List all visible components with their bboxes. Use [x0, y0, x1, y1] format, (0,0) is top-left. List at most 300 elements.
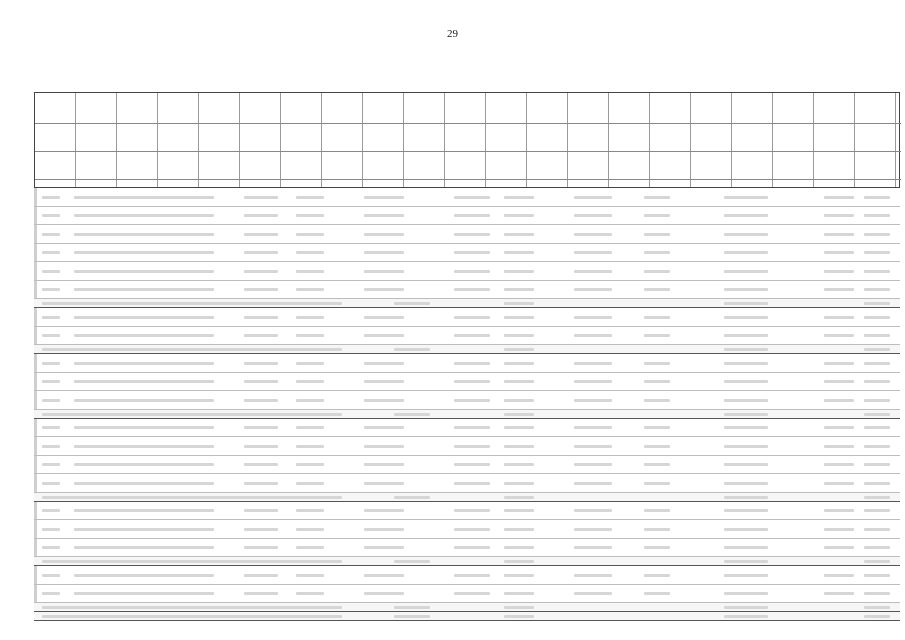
table-row: [34, 391, 900, 410]
unreadable-text-placeholder: [644, 445, 670, 448]
table-row: [34, 437, 900, 456]
table-row: [34, 207, 900, 226]
unreadable-text-placeholder: [74, 426, 214, 429]
unreadable-text-placeholder: [244, 334, 278, 337]
unreadable-text-placeholder: [644, 270, 670, 273]
unreadable-text-placeholder: [42, 348, 342, 351]
unreadable-text-placeholder: [724, 288, 768, 291]
unreadable-text-placeholder: [504, 592, 534, 595]
table-summary-row: [34, 612, 900, 621]
unreadable-text-placeholder: [42, 233, 60, 236]
unreadable-text-placeholder: [504, 445, 534, 448]
unreadable-text-placeholder: [724, 214, 768, 217]
unreadable-text-placeholder: [244, 362, 278, 365]
unreadable-text-placeholder: [504, 413, 534, 416]
unreadable-text-placeholder: [724, 592, 768, 595]
unreadable-text-placeholder: [244, 592, 278, 595]
unreadable-text-placeholder: [644, 288, 670, 291]
unreadable-text-placeholder: [864, 316, 890, 319]
unreadable-text-placeholder: [364, 251, 404, 254]
unreadable-text-placeholder: [454, 426, 490, 429]
unreadable-text-placeholder: [296, 380, 324, 383]
unreadable-text-placeholder: [724, 251, 768, 254]
unreadable-text-placeholder: [864, 270, 890, 273]
unreadable-text-placeholder: [574, 509, 612, 512]
unreadable-text-placeholder: [74, 362, 214, 365]
unreadable-text-placeholder: [724, 334, 768, 337]
table-row: [34, 585, 900, 604]
table-row: [34, 327, 900, 346]
unreadable-text-placeholder: [364, 445, 404, 448]
table-summary-row: [34, 345, 900, 354]
unreadable-text-placeholder: [574, 214, 612, 217]
unreadable-text-placeholder: [454, 196, 490, 199]
unreadable-text-placeholder: [42, 546, 60, 549]
unreadable-text-placeholder: [504, 348, 534, 351]
unreadable-text-placeholder: [504, 288, 534, 291]
unreadable-text-placeholder: [42, 302, 342, 305]
unreadable-text-placeholder: [42, 463, 60, 466]
unreadable-text-placeholder: [74, 380, 214, 383]
table-row: [34, 308, 900, 327]
unreadable-text-placeholder: [244, 316, 278, 319]
unreadable-text-placeholder: [504, 606, 534, 609]
unreadable-text-placeholder: [74, 509, 214, 512]
unreadable-text-placeholder: [864, 463, 890, 466]
unreadable-text-placeholder: [244, 214, 278, 217]
unreadable-text-placeholder: [724, 445, 768, 448]
unreadable-text-placeholder: [724, 413, 768, 416]
unreadable-text-placeholder: [74, 546, 214, 549]
unreadable-text-placeholder: [574, 270, 612, 273]
unreadable-text-placeholder: [864, 496, 890, 499]
unreadable-text-placeholder: [454, 592, 490, 595]
unreadable-text-placeholder: [864, 592, 890, 595]
unreadable-text-placeholder: [364, 334, 404, 337]
unreadable-text-placeholder: [864, 196, 890, 199]
unreadable-text-placeholder: [364, 463, 404, 466]
unreadable-text-placeholder: [824, 592, 854, 595]
unreadable-text-placeholder: [454, 362, 490, 365]
unreadable-text-placeholder: [454, 482, 490, 485]
unreadable-text-placeholder: [244, 574, 278, 577]
unreadable-text-placeholder: [74, 463, 214, 466]
table-row: [34, 566, 900, 585]
unreadable-text-placeholder: [574, 362, 612, 365]
unreadable-text-placeholder: [824, 574, 854, 577]
unreadable-text-placeholder: [574, 528, 612, 531]
unreadable-text-placeholder: [824, 233, 854, 236]
unreadable-text-placeholder: [364, 288, 404, 291]
unreadable-text-placeholder: [724, 574, 768, 577]
unreadable-text-placeholder: [394, 496, 430, 499]
unreadable-text-placeholder: [364, 509, 404, 512]
table-row: [34, 539, 900, 558]
header-divider: [35, 151, 901, 152]
unreadable-text-placeholder: [42, 445, 60, 448]
unreadable-text-placeholder: [394, 615, 430, 618]
unreadable-text-placeholder: [724, 380, 768, 383]
unreadable-text-placeholder: [574, 380, 612, 383]
unreadable-text-placeholder: [244, 482, 278, 485]
unreadable-text-placeholder: [864, 288, 890, 291]
unreadable-text-placeholder: [644, 316, 670, 319]
header-divider: [35, 123, 901, 124]
unreadable-text-placeholder: [644, 574, 670, 577]
unreadable-text-placeholder: [394, 302, 430, 305]
unreadable-text-placeholder: [824, 426, 854, 429]
unreadable-text-placeholder: [42, 316, 60, 319]
unreadable-text-placeholder: [504, 560, 534, 563]
unreadable-text-placeholder: [454, 288, 490, 291]
unreadable-text-placeholder: [724, 348, 768, 351]
table-header: [34, 92, 900, 188]
unreadable-text-placeholder: [244, 463, 278, 466]
unreadable-text-placeholder: [824, 380, 854, 383]
unreadable-text-placeholder: [864, 528, 890, 531]
unreadable-text-placeholder: [724, 606, 768, 609]
table-summary-row: [34, 493, 900, 502]
unreadable-text-placeholder: [364, 528, 404, 531]
unreadable-text-placeholder: [74, 214, 214, 217]
unreadable-text-placeholder: [74, 592, 214, 595]
unreadable-text-placeholder: [864, 380, 890, 383]
unreadable-text-placeholder: [864, 413, 890, 416]
unreadable-text-placeholder: [574, 233, 612, 236]
unreadable-text-placeholder: [864, 399, 890, 402]
header-divider: [35, 179, 901, 180]
unreadable-text-placeholder: [296, 592, 324, 595]
unreadable-text-placeholder: [454, 251, 490, 254]
unreadable-text-placeholder: [574, 463, 612, 466]
unreadable-text-placeholder: [644, 592, 670, 595]
unreadable-text-placeholder: [824, 482, 854, 485]
unreadable-text-placeholder: [644, 482, 670, 485]
unreadable-text-placeholder: [364, 399, 404, 402]
unreadable-text-placeholder: [454, 399, 490, 402]
unreadable-text-placeholder: [574, 482, 612, 485]
unreadable-text-placeholder: [574, 196, 612, 199]
table-row: [34, 281, 900, 300]
unreadable-text-placeholder: [74, 233, 214, 236]
unreadable-text-placeholder: [296, 546, 324, 549]
unreadable-text-placeholder: [296, 251, 324, 254]
unreadable-text-placeholder: [724, 482, 768, 485]
table-row: [34, 474, 900, 493]
unreadable-text-placeholder: [724, 463, 768, 466]
unreadable-text-placeholder: [74, 399, 214, 402]
unreadable-text-placeholder: [364, 546, 404, 549]
unreadable-text-placeholder: [296, 482, 324, 485]
unreadable-text-placeholder: [454, 463, 490, 466]
unreadable-text-placeholder: [504, 528, 534, 531]
unreadable-text-placeholder: [824, 445, 854, 448]
unreadable-text-placeholder: [504, 362, 534, 365]
unreadable-text-placeholder: [244, 196, 278, 199]
unreadable-text-placeholder: [864, 233, 890, 236]
unreadable-text-placeholder: [42, 334, 60, 337]
unreadable-text-placeholder: [724, 426, 768, 429]
unreadable-text-placeholder: [504, 334, 534, 337]
unreadable-text-placeholder: [454, 380, 490, 383]
unreadable-text-placeholder: [504, 482, 534, 485]
unreadable-text-placeholder: [644, 509, 670, 512]
unreadable-text-placeholder: [724, 399, 768, 402]
unreadable-text-placeholder: [42, 592, 60, 595]
unreadable-text-placeholder: [504, 233, 534, 236]
unreadable-text-placeholder: [864, 214, 890, 217]
unreadable-text-placeholder: [42, 380, 60, 383]
unreadable-text-placeholder: [824, 463, 854, 466]
unreadable-text-placeholder: [74, 482, 214, 485]
unreadable-text-placeholder: [42, 482, 60, 485]
unreadable-text-placeholder: [574, 546, 612, 549]
unreadable-text-placeholder: [454, 509, 490, 512]
unreadable-text-placeholder: [504, 615, 534, 618]
unreadable-text-placeholder: [504, 270, 534, 273]
unreadable-text-placeholder: [644, 463, 670, 466]
unreadable-text-placeholder: [864, 546, 890, 549]
unreadable-text-placeholder: [364, 592, 404, 595]
unreadable-text-placeholder: [42, 509, 60, 512]
unreadable-text-placeholder: [824, 334, 854, 337]
unreadable-text-placeholder: [296, 288, 324, 291]
unreadable-text-placeholder: [244, 270, 278, 273]
unreadable-text-placeholder: [824, 214, 854, 217]
unreadable-text-placeholder: [74, 196, 214, 199]
table-summary-row: [34, 557, 900, 566]
unreadable-text-placeholder: [454, 233, 490, 236]
unreadable-text-placeholder: [296, 426, 324, 429]
unreadable-text-placeholder: [504, 509, 534, 512]
unreadable-text-placeholder: [724, 270, 768, 273]
table-row: [34, 502, 900, 521]
unreadable-text-placeholder: [42, 574, 60, 577]
unreadable-text-placeholder: [454, 546, 490, 549]
unreadable-text-placeholder: [394, 560, 430, 563]
unreadable-text-placeholder: [364, 380, 404, 383]
unreadable-text-placeholder: [296, 316, 324, 319]
table-row: [34, 520, 900, 539]
unreadable-text-placeholder: [864, 348, 890, 351]
unreadable-text-placeholder: [504, 546, 534, 549]
unreadable-text-placeholder: [364, 426, 404, 429]
unreadable-text-placeholder: [724, 362, 768, 365]
unreadable-text-placeholder: [574, 399, 612, 402]
unreadable-text-placeholder: [42, 615, 342, 618]
unreadable-text-placeholder: [364, 574, 404, 577]
unreadable-text-placeholder: [864, 482, 890, 485]
unreadable-text-placeholder: [296, 399, 324, 402]
unreadable-text-placeholder: [504, 196, 534, 199]
unreadable-text-placeholder: [574, 445, 612, 448]
unreadable-text-placeholder: [644, 362, 670, 365]
unreadable-text-placeholder: [74, 316, 214, 319]
unreadable-text-placeholder: [824, 316, 854, 319]
unreadable-text-placeholder: [364, 362, 404, 365]
unreadable-text-placeholder: [244, 445, 278, 448]
unreadable-text-placeholder: [724, 528, 768, 531]
unreadable-text-placeholder: [864, 606, 890, 609]
unreadable-text-placeholder: [504, 251, 534, 254]
unreadable-text-placeholder: [724, 509, 768, 512]
unreadable-text-placeholder: [74, 270, 214, 273]
unreadable-text-placeholder: [296, 445, 324, 448]
unreadable-text-placeholder: [504, 574, 534, 577]
unreadable-text-placeholder: [454, 445, 490, 448]
unreadable-text-placeholder: [644, 399, 670, 402]
unreadable-text-placeholder: [244, 380, 278, 383]
unreadable-text-placeholder: [574, 316, 612, 319]
unreadable-text-placeholder: [724, 196, 768, 199]
table-row: [34, 354, 900, 373]
unreadable-text-placeholder: [394, 413, 430, 416]
table-row: [34, 225, 900, 244]
unreadable-text-placeholder: [244, 251, 278, 254]
unreadable-text-placeholder: [42, 413, 342, 416]
unreadable-text-placeholder: [824, 288, 854, 291]
unreadable-text-placeholder: [296, 528, 324, 531]
unreadable-text-placeholder: [574, 288, 612, 291]
unreadable-text-placeholder: [364, 316, 404, 319]
unreadable-text-placeholder: [42, 528, 60, 531]
unreadable-text-placeholder: [74, 528, 214, 531]
unreadable-text-placeholder: [42, 251, 60, 254]
unreadable-text-placeholder: [644, 251, 670, 254]
unreadable-text-placeholder: [574, 574, 612, 577]
unreadable-text-placeholder: [244, 426, 278, 429]
unreadable-text-placeholder: [454, 214, 490, 217]
unreadable-text-placeholder: [454, 316, 490, 319]
unreadable-text-placeholder: [244, 528, 278, 531]
unreadable-text-placeholder: [364, 233, 404, 236]
unreadable-text-placeholder: [454, 574, 490, 577]
unreadable-text-placeholder: [244, 399, 278, 402]
unreadable-text-placeholder: [504, 463, 534, 466]
unreadable-text-placeholder: [864, 445, 890, 448]
unreadable-text-placeholder: [504, 426, 534, 429]
unreadable-text-placeholder: [42, 362, 60, 365]
unreadable-text-placeholder: [864, 509, 890, 512]
unreadable-text-placeholder: [244, 509, 278, 512]
table-row: [34, 244, 900, 263]
table-summary-row: [34, 410, 900, 419]
unreadable-text-placeholder: [864, 251, 890, 254]
unreadable-text-placeholder: [74, 288, 214, 291]
table-row: [34, 419, 900, 438]
unreadable-text-placeholder: [864, 302, 890, 305]
unreadable-text-placeholder: [724, 615, 768, 618]
table-row: [34, 456, 900, 475]
unreadable-text-placeholder: [504, 214, 534, 217]
table-row: [34, 262, 900, 281]
unreadable-text-placeholder: [864, 362, 890, 365]
unreadable-text-placeholder: [296, 463, 324, 466]
unreadable-text-placeholder: [42, 496, 342, 499]
unreadable-text-placeholder: [394, 348, 430, 351]
unreadable-text-placeholder: [644, 546, 670, 549]
unreadable-text-placeholder: [724, 496, 768, 499]
table-row: [34, 373, 900, 392]
unreadable-text-placeholder: [244, 288, 278, 291]
unreadable-text-placeholder: [644, 426, 670, 429]
unreadable-text-placeholder: [504, 380, 534, 383]
unreadable-text-placeholder: [824, 196, 854, 199]
unreadable-text-placeholder: [296, 574, 324, 577]
unreadable-text-placeholder: [864, 560, 890, 563]
unreadable-text-placeholder: [364, 270, 404, 273]
unreadable-text-placeholder: [864, 574, 890, 577]
unreadable-text-placeholder: [74, 574, 214, 577]
unreadable-text-placeholder: [74, 251, 214, 254]
unreadable-text-placeholder: [296, 334, 324, 337]
unreadable-text-placeholder: [724, 302, 768, 305]
unreadable-text-placeholder: [724, 316, 768, 319]
capital-repair-table: [34, 92, 900, 632]
unreadable-text-placeholder: [644, 528, 670, 531]
unreadable-text-placeholder: [504, 496, 534, 499]
table-summary-row: [34, 299, 900, 308]
table-row: [34, 188, 900, 207]
unreadable-text-placeholder: [574, 334, 612, 337]
unreadable-text-placeholder: [574, 426, 612, 429]
unreadable-text-placeholder: [454, 528, 490, 531]
unreadable-text-placeholder: [644, 334, 670, 337]
unreadable-text-placeholder: [296, 196, 324, 199]
unreadable-text-placeholder: [644, 214, 670, 217]
unreadable-text-placeholder: [394, 606, 430, 609]
unreadable-text-placeholder: [42, 606, 342, 609]
table-summary-row: [34, 603, 900, 612]
unreadable-text-placeholder: [644, 380, 670, 383]
unreadable-text-placeholder: [364, 482, 404, 485]
page-number: 29: [447, 28, 458, 40]
unreadable-text-placeholder: [824, 399, 854, 402]
unreadable-text-placeholder: [574, 592, 612, 595]
unreadable-text-placeholder: [724, 546, 768, 549]
unreadable-text-placeholder: [244, 546, 278, 549]
unreadable-text-placeholder: [824, 528, 854, 531]
unreadable-text-placeholder: [42, 426, 60, 429]
unreadable-text-placeholder: [724, 560, 768, 563]
unreadable-text-placeholder: [824, 362, 854, 365]
unreadable-text-placeholder: [824, 270, 854, 273]
unreadable-text-placeholder: [644, 233, 670, 236]
unreadable-text-placeholder: [504, 302, 534, 305]
unreadable-text-placeholder: [364, 214, 404, 217]
unreadable-text-placeholder: [864, 615, 890, 618]
unreadable-text-placeholder: [864, 426, 890, 429]
unreadable-text-placeholder: [296, 270, 324, 273]
unreadable-text-placeholder: [454, 270, 490, 273]
unreadable-text-placeholder: [504, 399, 534, 402]
unreadable-text-placeholder: [42, 399, 60, 402]
unreadable-text-placeholder: [864, 334, 890, 337]
unreadable-text-placeholder: [74, 334, 214, 337]
unreadable-text-placeholder: [42, 288, 60, 291]
unreadable-text-placeholder: [244, 233, 278, 236]
unreadable-text-placeholder: [454, 334, 490, 337]
unreadable-text-placeholder: [724, 233, 768, 236]
unreadable-text-placeholder: [296, 509, 324, 512]
unreadable-text-placeholder: [42, 214, 60, 217]
unreadable-text-placeholder: [824, 251, 854, 254]
unreadable-text-placeholder: [296, 214, 324, 217]
unreadable-text-placeholder: [74, 445, 214, 448]
unreadable-text-placeholder: [296, 362, 324, 365]
unreadable-text-placeholder: [644, 196, 670, 199]
unreadable-text-placeholder: [574, 251, 612, 254]
